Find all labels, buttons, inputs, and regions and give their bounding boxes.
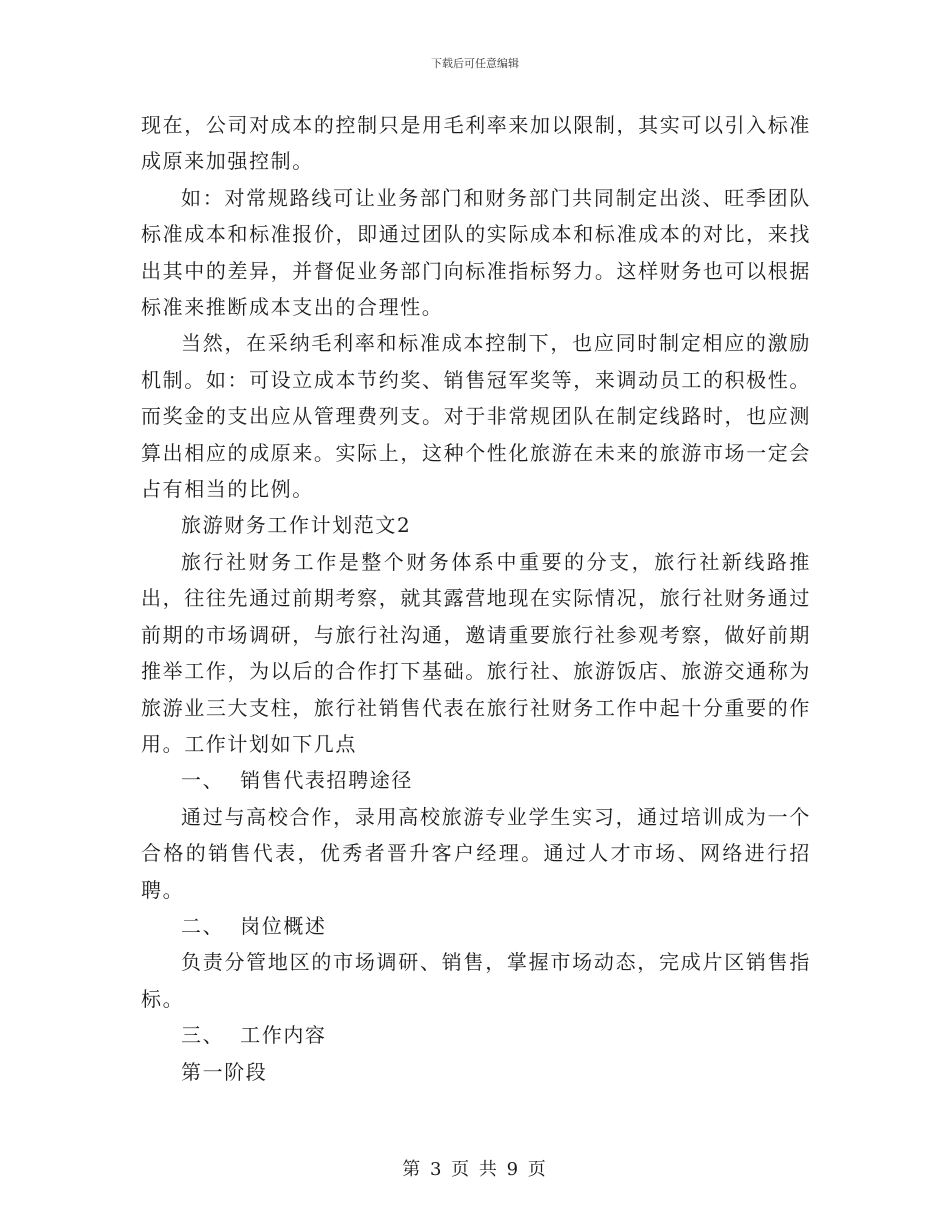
heading-phase-one: 第一阶段 bbox=[181, 1059, 268, 1084]
paragraph-travel-agency-finance: 旅行社财务工作是整个财务体系中重要的分支，旅行社新线路推出，往往先通过前期考察，就其露营地现在实际情况，旅行社财务通过前期的市场调研，与旅行社沟通，邀请重要旅行社参观考察，做好前期推举工作，为以后的合作打下基础。旅行社、旅游饭店、旅游交通称为旅游业三大支柱，旅行社销售代表在旅行社财务工作中起十分重要的作用。工作计划如下几点 bbox=[141, 549, 811, 756]
paragraph-cost-control: 现在，公司对成本的控制只是用毛利率来加以限制，其实可以引入标准成原来加强控制。 bbox=[141, 113, 811, 174]
paragraph-incentive: 当然，在采纳毛利率和标准成本控制下，也应同时制定相应的激励机制。如：可设立成本节约奖、销售冠军奖等，来调动员工的积极性。而奖金的支出应从管理费列支。对于非常规团队在制定线路时，也应测算出相应的成原来。实际上，这种个性化旅游在未来的旅游市场一定会占有相当的比例。 bbox=[141, 331, 811, 502]
paragraph-standard-cost: 如：对常规路线可让业务部门和财务部门共同制定出淡、旺季团队标准成本和标准报价，即通过团队的实际成本和标准成本的对比，来找出其中的差异，并督促业务部门向标准指标努力。这样财务也可以根据标准来推断成本支出的合理性。 bbox=[141, 185, 811, 320]
document-body bbox=[141, 107, 811, 1090]
paragraph-job-overview: 负责分管地区的市场调研、销售，掌握市场动态，完成片区销售指标。 bbox=[141, 950, 811, 1011]
page-header: 下载后可任意编辑 bbox=[431, 57, 519, 70]
heading-job-overview: 二、 岗位概述 bbox=[181, 913, 327, 938]
paragraph-recruitment: 通过与高校合作，录用高校旅游专业学生实习，通过培训成为一个合格的销售代表，优秀者晋升客户经理。通过人才市场、网络进行招聘。 bbox=[141, 804, 811, 902]
page-number: 第 3 页 共 9 页 bbox=[402, 1159, 548, 1180]
section-title-sample-2: 旅游财务工作计划范文2 bbox=[181, 513, 412, 538]
heading-work-content: 三、 工作内容 bbox=[181, 1023, 327, 1048]
heading-recruitment: 一、 销售代表招聘途径 bbox=[181, 768, 413, 793]
